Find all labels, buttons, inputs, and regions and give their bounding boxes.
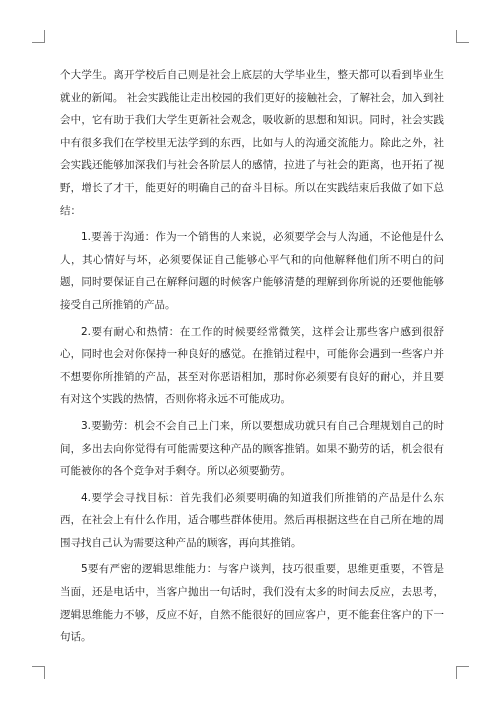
crop-mark-top-right: [456, 30, 469, 43]
crop-mark-top-left: [32, 30, 45, 43]
crop-mark-bottom-right: [456, 666, 469, 679]
paragraph-intro: 个大学生。离开学校后自己则是社会上底层的大学毕业生，整天都可以看到毕业生就业的新闻。 社会实践能让走出校园的我们更好的接触社会，了解社会，加入到社会中，它有助于我们大学生更新社会观念，吸收新的思想和知识。同时，社会实践中有很多我们在学校里无法学到的东西，比如与人的沟通交流能力。除此之外，社会实践还能够加深我们与社会各阶层人的感情，拉进了与社会的距离，也开拓了视野，增长了才干，能更好的明确自己的奋斗目标。所以在实践结束后我做了如下总结：: [60, 69, 444, 217]
paragraph-point-3: 3.要勤劳：机会不会自己上门来，所以要想成功就只有自己合理规划自己的时间，多出去向你觉得有可能需要这种产品的顾客推销。如果不勤劳的话，机会很有可能被你的各个竞争对手剩夺。所以必须要勤劳。: [60, 419, 444, 478]
paragraph-point-5: 5要有严密的逻辑思维能力：与客户谈判，技巧很重要，思维更重要，不管是当面，还是电话中，当客户抛出一句话时，我们没有太多的时间去反应，去思考，逻辑思维能力不够，反应不好，自然不能很好的回应客户，更不能套住客户的下一句话。: [60, 563, 444, 644]
paragraph-point-1: 1.要善于沟通：作为一个销售的人来说，必须要学会与人沟通，不论他是什么人，其心情好与坏，必须要保证自己能够心平气和的向他解释他们所不明白的问题，同时要保证自己在解释问题的时候客户能够清楚的理解到你所说的还要他能够接受自己所推销的产品。: [60, 231, 444, 311]
crop-mark-bottom-left: [32, 666, 45, 679]
document-body: [60, 64, 444, 649]
paragraph-point-2: 2.要有耐心和热情：在工作的时候要经常微笑，这样会让那些客户感到很舒心，同时也会对你保持一种良好的感觉。在推销过程中，可能你会遇到一些客户并不想要你所推销的产品，甚至对你恶语相加，那时你必须要有良好的耐心，并且要有对这个实践的热情，否则你将永远不可能成功。: [60, 325, 444, 406]
paragraph-point-4: 4.要学会寻找目标：首先我们必须要明确的知道我们所推销的产品是什么东西，在社会上有什么作用，适合哪些群体使用。然后再根据这些在自己所在地的周围寻找自己认为需要这种产品的顾客，再向其推销。: [60, 491, 444, 549]
